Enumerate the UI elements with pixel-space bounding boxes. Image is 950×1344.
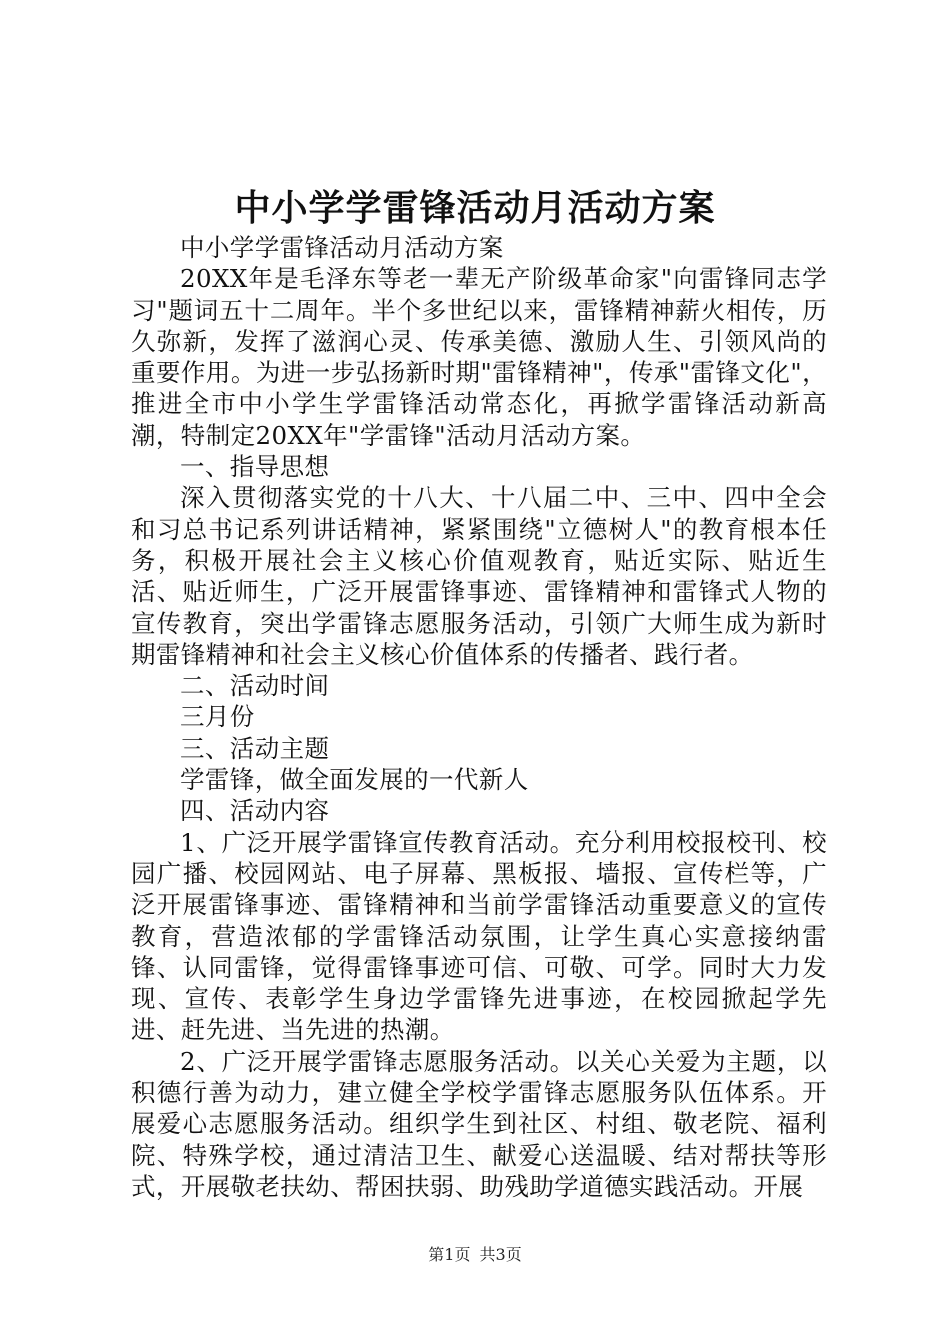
document-body: [131, 232, 827, 1202]
section-heading-activity-theme: 三、活动主题: [180, 733, 330, 763]
page-footer: [0, 1244, 950, 1266]
paragraph-intro: 20XX年是毛泽东等老一辈无产阶级革命家"向雷锋同志学习"题词五十二周年。半个多世纪以来，雷锋精神薪火相传，历久弥新，发挥了滋润心灵、传承美德、激励人生、引领风尚的重要作用。为进一步弘扬新时期"雷锋精神"，传承"雷锋文化"，推进全市中小学生学雷锋活动常态化，再掀学雷锋活动新高潮，特制定20XX年"学雷锋"活动月活动方案。: [131, 264, 827, 450]
paragraph-content-item-1: 1、广泛开展学雷锋宣传教育活动。充分利用校报校刊、校园广播、校园网站、电子屏幕、黑板报、墙报、宣传栏等，广泛开展雷锋事迹、雷锋精神和当前学雷锋活动重要意义的宣传教育，营造浓郁的学雷锋活动氛围，让学生真心实意接纳雷锋、认同雷锋，觉得雷锋事迹可信、可敬、可学。同时大力发现、宣传、表彰学生身边学雷锋先进事迹，在校园掀起学先进、赶先进、当先进的热潮。: [131, 827, 827, 1045]
paragraph-subtitle: 中小学学雷锋活动月活动方案: [180, 233, 504, 262]
section-heading-guiding-ideology: 一、指导思想: [180, 452, 330, 482]
section-heading-activity-time: 二、活动时间: [180, 671, 330, 701]
document-title: 中小学学雷锋活动月活动方案: [234, 187, 716, 229]
paragraph-activity-theme: 学雷锋，做全面发展的一代新人: [180, 765, 529, 795]
page-total: 共3页: [479, 1245, 522, 1264]
paragraph-guiding-ideology: 深入贯彻落实党的十八大、十八届二中、三中、四中全会和习总书记系列讲话精神，紧紧围绕"立德树人"的教育根本任务，积极开展社会主义核心价值观教育，贴近实际、贴近生活、贴近师生，广泛开展雷锋事迹、雷锋精神和雷锋式人物的宣传教育，突出学雷锋志愿服务活动，引领广大师生成为新时期雷锋精神和社会主义核心价值体系的传播者、践行者。: [131, 483, 827, 669]
paragraph-activity-time: 三月份: [180, 702, 255, 732]
section-heading-activity-content: 四、活动内容: [180, 796, 330, 826]
paragraph-content-item-2: 2、广泛开展学雷锋志愿服务活动。以关心关爱为主题，以积德行善为动力，建立健全学校学雷锋志愿服务队伍体系。开展爱心志愿服务活动。组织学生到社区、村组、敬老院、福利院、特殊学校，通过清洁卫生、献爱心送温暖、结对帮扶等形式，开展敬老扶幼、帮困扶弱、助残助学道德实践活动。开展: [131, 1046, 827, 1201]
page-number: 第1页: [428, 1245, 471, 1264]
